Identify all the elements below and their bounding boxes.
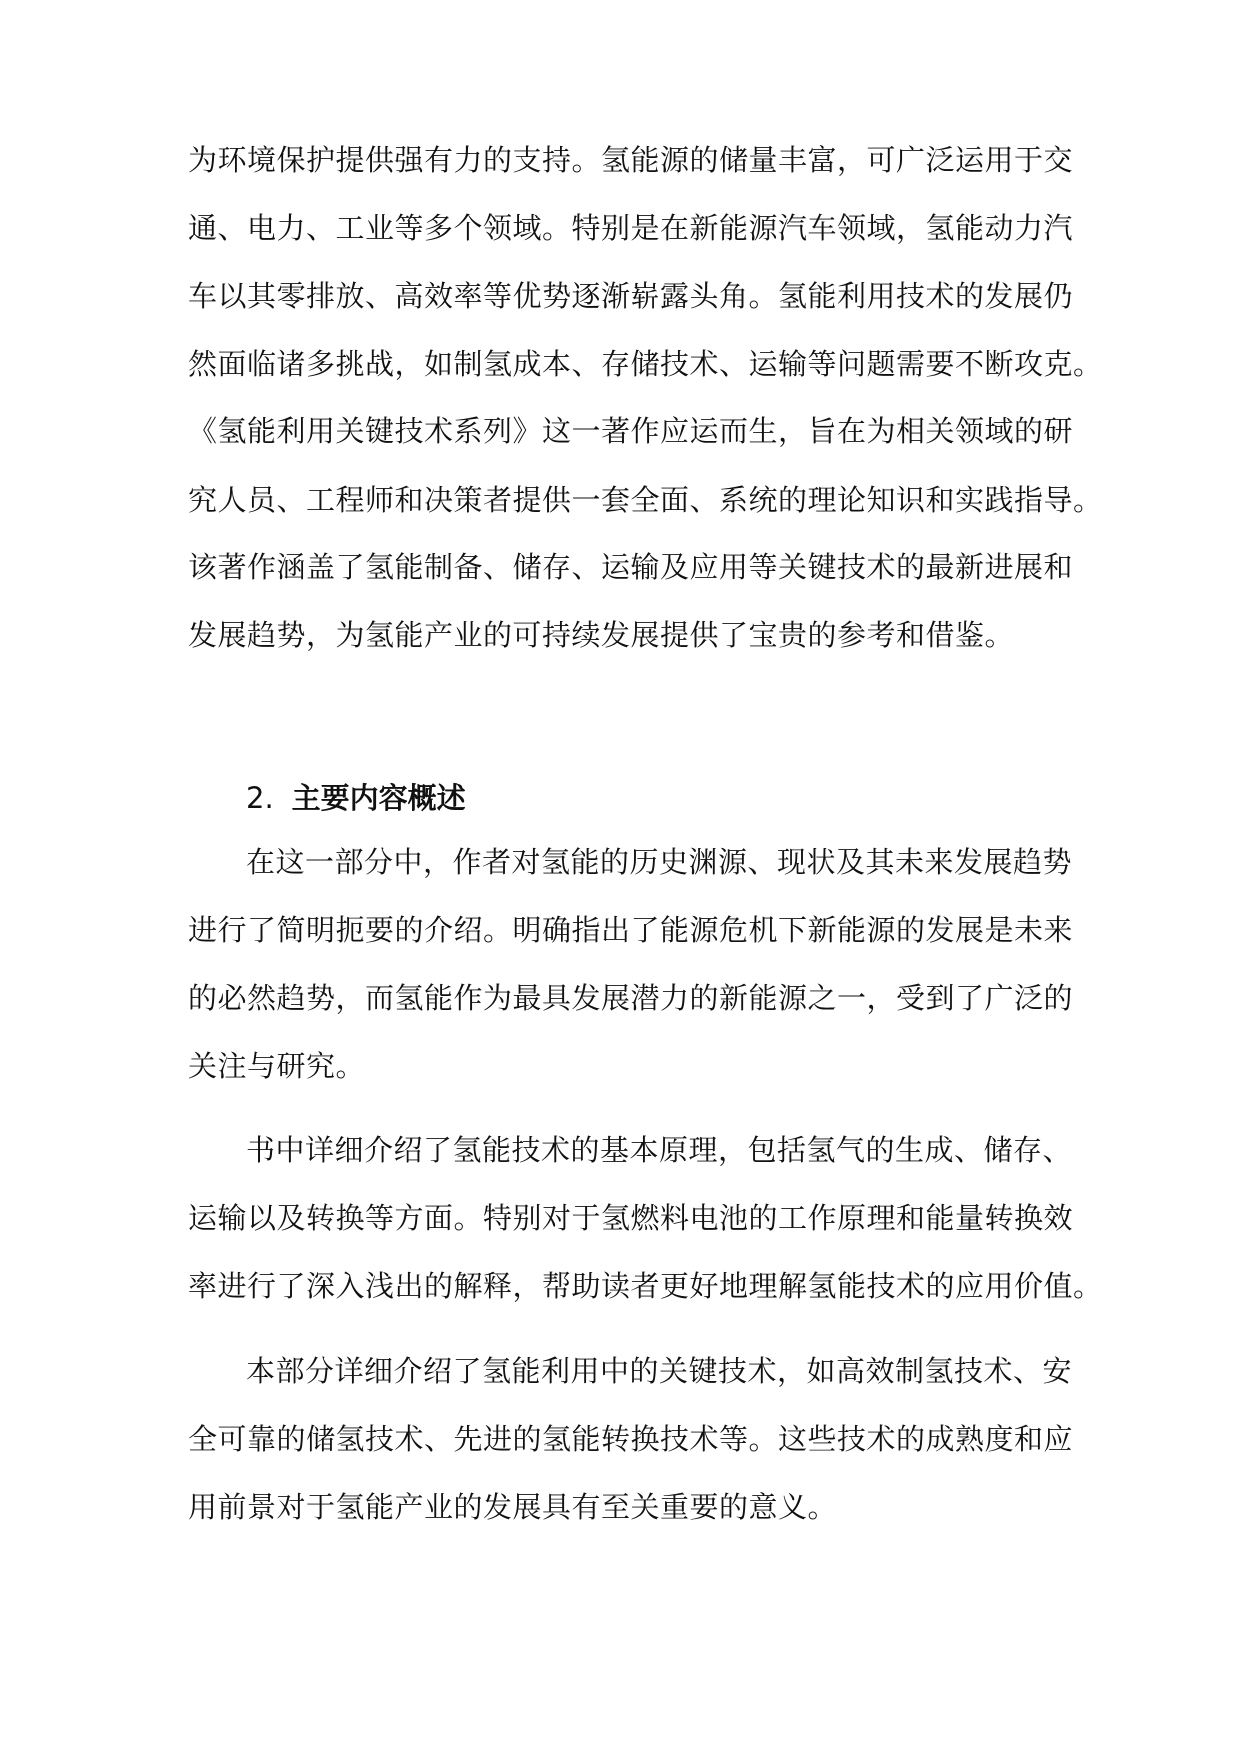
intro-line-5: 《氢能利用关键技术系列》这一著作应运而生，旨在为相关领域的研 [188, 414, 1074, 448]
para2-line-1: 书中详细介绍了氢能技术的基本原理，包括氢气的生成、储存、 [246, 1133, 1073, 1167]
intro-line-4: 然面临诸多挑战，如制氢成本、存储技术、运输等问题需要不断攻克。 [188, 347, 1103, 381]
para1-line-2: 进行了简明扼要的介绍。明确指出了能源危机下新能源的发展是未来 [188, 913, 1074, 947]
intro-line-2: 通、电力、工业等多个领域。特别是在新能源汽车领域，氢能动力汽 [188, 211, 1074, 245]
para3-line-1: 本部分详细介绍了氢能利用中的关键技术，如高效制氢技术、安 [246, 1354, 1073, 1388]
para1-line-4: 关注与研究。 [188, 1049, 366, 1083]
section-heading [246, 778, 466, 818]
para1-line-3: 的必然趋势，而氢能作为最具发展潜力的新能源之一，受到了广泛的 [188, 981, 1074, 1015]
para1-line-1: 在这一部分中，作者对氢能的历史渊源、现状及其未来发展趋势 [246, 845, 1073, 879]
intro-line-7: 该著作涵盖了氢能制备、储存、运输及应用等关键技术的最新进展和 [188, 550, 1074, 584]
intro-line-6: 究人员、工程师和决策者提供一套全面、系统的理论知识和实践指导。 [188, 483, 1103, 517]
intro-line-8: 发展趋势，为氢能产业的可持续发展提供了宝贵的参考和借鉴。 [188, 618, 1015, 652]
intro-line-3: 车以其零排放、高效率等优势逐渐崭露头角。氢能利用技术的发展仍 [188, 279, 1074, 313]
para2-line-3: 率进行了深入浅出的解释，帮助读者更好地理解氢能技术的应用价值。 [188, 1269, 1103, 1303]
section-number: 2. [246, 781, 274, 815]
section-title: 主要内容概述 [291, 781, 466, 815]
para2-line-2: 运输以及转换等方面。特别对于氢燃料电池的工作原理和能量转换效 [188, 1201, 1074, 1235]
intro-line-1: 为环境保护提供强有力的支持。氢能源的储量丰富，可广泛运用于交 [188, 143, 1074, 177]
para3-line-2: 全可靠的储氢技术、先进的氢能转换技术等。这些技术的成熟度和应 [188, 1422, 1074, 1456]
para3-line-3: 用前景对于氢能产业的发展具有至关重要的意义。 [188, 1490, 838, 1524]
